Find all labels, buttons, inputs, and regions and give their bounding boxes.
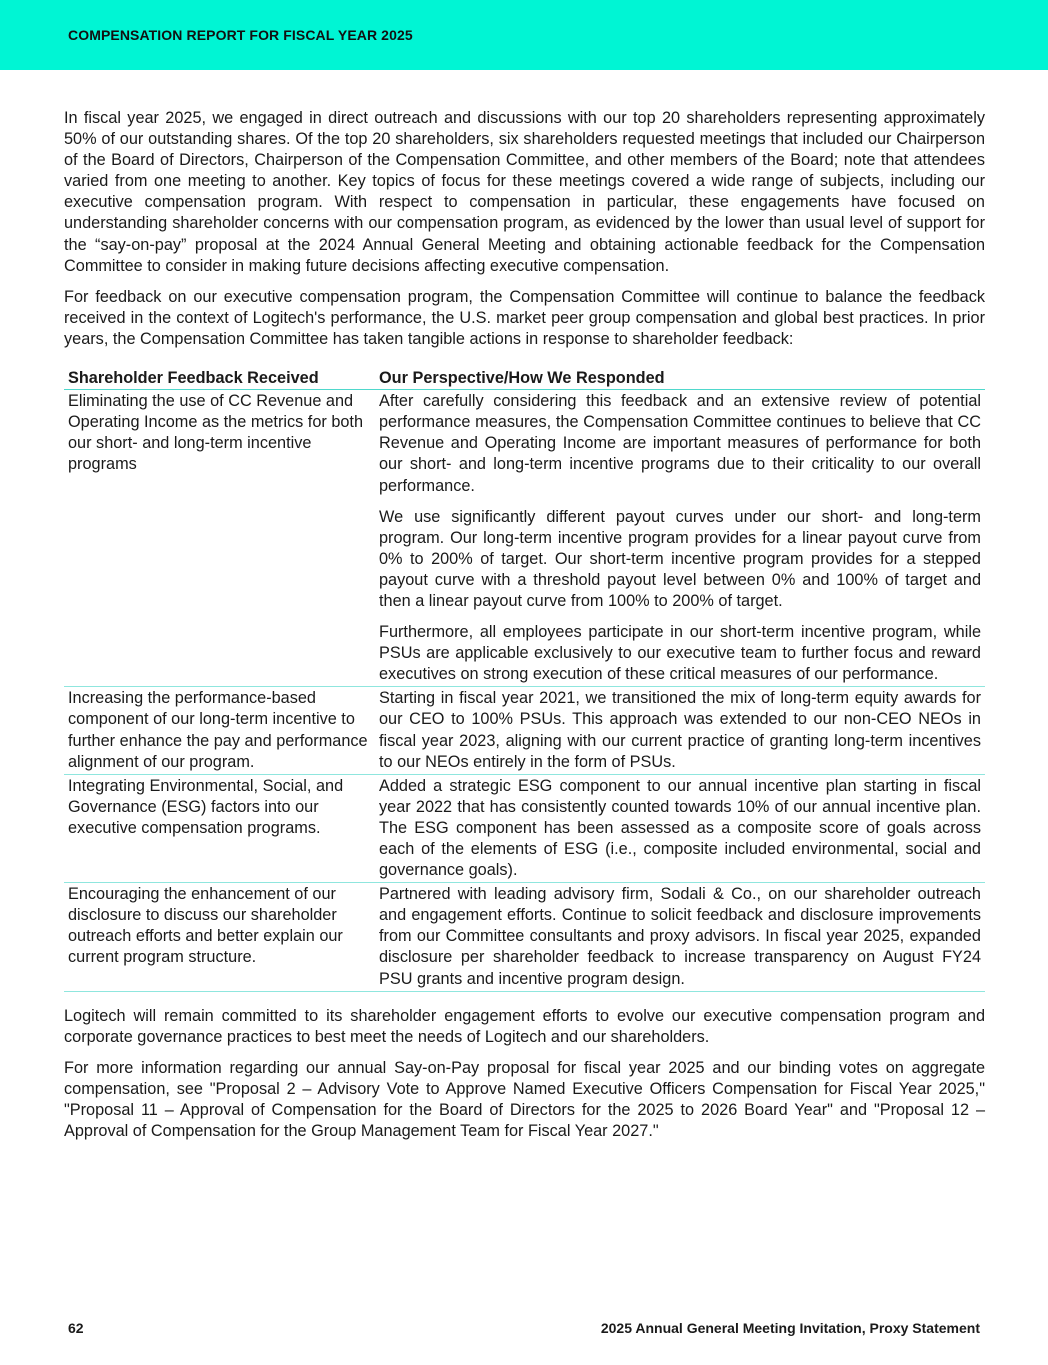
page-number: 62 — [68, 1320, 84, 1336]
table-row — [64, 883, 985, 991]
closing-paragraph-2: For more information regarding our annual Say-on-Pay proposal for fiscal year 2025 and our binding votes on aggregate compensation, see "Proposal 2 – Advisory Vote to Approve Named Executive Officers Compensation for Fiscal Year 2025," "Proposal 11 – Approval of Compensation for the Board of Directors for the 2025 to 2026 Board Year" and "Proposal 12 – Approval of Compensation for the Group Management Team for Fiscal Year 2027." — [64, 1058, 985, 1141]
intro-paragraph-1: In fiscal year 2025, we engaged in direct outreach and discussions with our top 20 shareholders representing approximately 50% of our outstanding shares. Of the top 20 shareholders, six shareholders requested meetings that included our Chairperson of the Board of Directors, Chairperson of the Compensation Committee, and other members of the Board; note that attendees varied from one meeting to another. Key topics of focus for these meetings covered a wide range of subjects, including our executive compensation program. With respect to compensation in particular, these engagements have focused on understanding shareholder concerns with our compensation program, as evidenced by the lower than usual level of support for the “say-on-pay” proposal at the 2024 Annual General Meeting and obtaining actionable feedback for the Compensation Committee to consider in making future decisions affecting executive compensation. — [64, 109, 985, 275]
shareholder-feedback-table — [64, 366, 985, 992]
footer-document-title: 2025 Annual General Meeting Invitation, Proxy Statement — [600, 1320, 980, 1336]
closing-paragraph-1: Logitech will remain committed to its shareholder engagement efforts to evolve our executive compensation program and corporate governance practices to best meet the needs of Logitech and our shareholders. — [64, 1006, 985, 1046]
table-row — [64, 774, 985, 882]
table-row — [64, 390, 985, 687]
response-paragraph: Starting in fiscal year 2021, we transitioned the mix of long-term equity awards for our CEO to 100% PSUs. This approach was extended to our non-CEO NEOs in fiscal year 2023, aligning with our current practice of granting long-term incentives to our NEOs entirely in the form of PSUs. — [379, 689, 981, 771]
table-row — [64, 687, 985, 774]
response-paragraph: Furthermore, all employees participate in our short-term incentive program, while PSUs are applicable exclusively to our executive team to further focus and reward executives on strong execution of these critical measures of our performance. — [379, 623, 981, 684]
feedback-cell: Encouraging the enhancement of our disclosure to discuss our shareholder outreach efforts and better explain our current program structure. — [64, 883, 375, 991]
feedback-cell: Integrating Environmental, Social, and Governance (ESG) factors into our executive compensation programs. — [64, 774, 375, 882]
main-content — [64, 108, 985, 1152]
feedback-cell: Eliminating the use of CC Revenue and Operating Income as the metrics for both our short- and long-term incentive programs — [64, 390, 375, 687]
response-cell — [375, 687, 985, 774]
response-paragraph: After carefully considering this feedback and an extensive review of potential performance measures, the Compensation Committee continues to believe that CC Revenue and Operating Income are important measures of performance for both our short- and long-term incentive programs due to their criticality to our overall performance. — [379, 392, 981, 495]
column-header-response: Our Perspective/How We Responded — [375, 366, 985, 390]
response-paragraph: Added a strategic ESG component to our annual incentive plan starting in fiscal year 2022 that has consistently counted towards 10% of our annual incentive plan. The ESG component has been assessed as a composite score of goals across each of the elements of ESG (i.e., composite included environmental, social and governance goals). — [379, 776, 981, 880]
feedback-cell: Increasing the performance-based component of our long-term incentive to further enhance the pay and performance alignment of our program. — [64, 687, 375, 774]
column-header-feedback: Shareholder Feedback Received — [64, 366, 375, 390]
table-header-row — [64, 366, 985, 390]
response-cell — [375, 390, 985, 687]
section-title: COMPENSATION REPORT FOR FISCAL YEAR 2025 — [68, 27, 413, 43]
response-cell — [375, 774, 985, 882]
response-paragraph: Partnered with leading advisory firm, Sodali & Co., on our shareholder outreach and engagement efforts. Continue to solicit feedback and disclosure improvements from our Committee consultants and proxy advisors. In fiscal year 2025, expanded disclosure per shareholder feedback to increase transparency on August FY24 PSU grants and incentive program design. — [379, 885, 981, 988]
response-paragraph: We use significantly different payout curves under our short- and long-term program. Our long-term incentive program provides for a linear payout curve from 0% to 200% of target. Our short-term incentive program provides for a stepped payout curve with a threshold payout level between 0% and 100% of target and then a linear payout curve from 100% to 200% of target. — [379, 507, 981, 610]
response-cell — [375, 883, 985, 991]
intro-paragraph-2: For feedback on our executive compensation program, the Compensation Committee will continue to balance the feedback received in the context of Logitech's performance, the U.S. market peer group compensation and global best practices. In prior years, the Compensation Committee has taken tangible actions in response to shareholder feedback: — [64, 287, 985, 348]
